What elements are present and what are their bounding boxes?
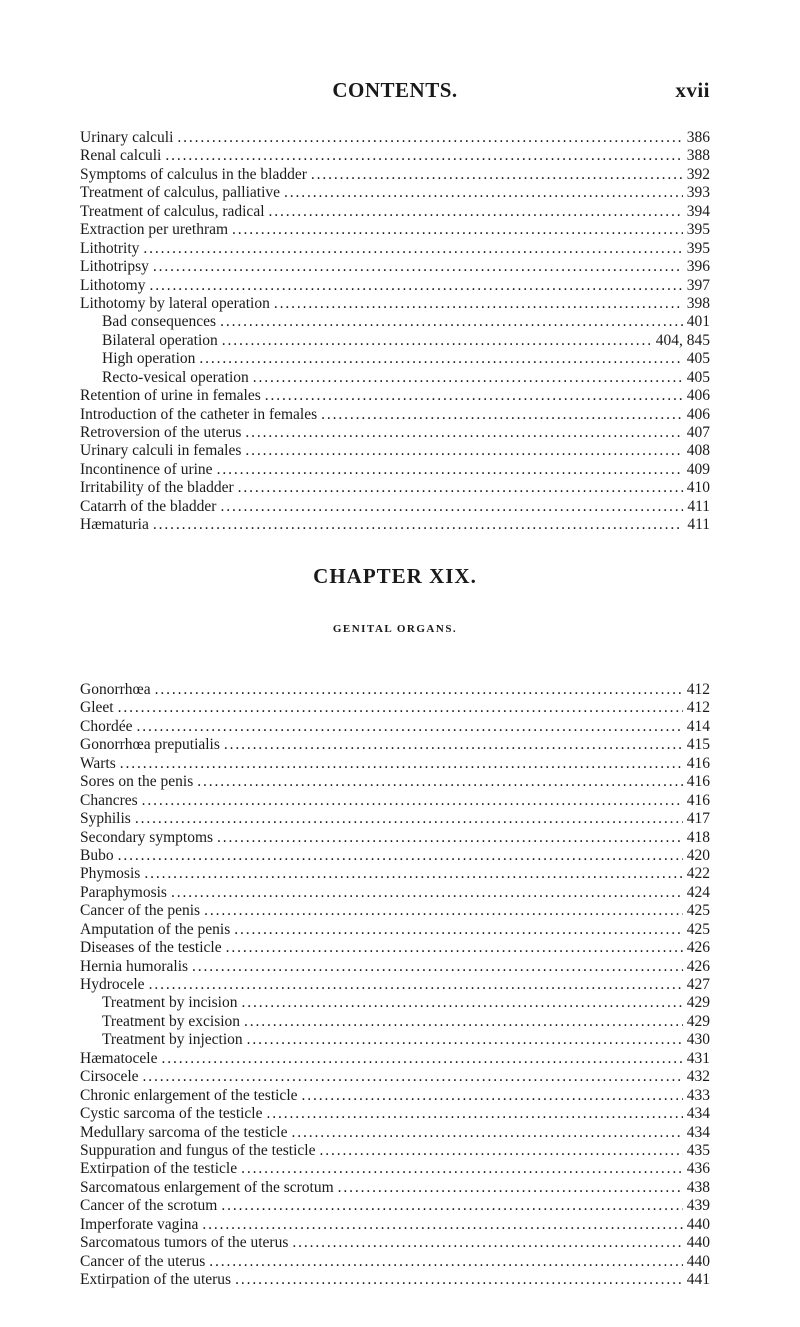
dot-leader [269,203,683,221]
toc-entry [80,1216,710,1234]
toc-entry [80,1234,710,1252]
dot-leader [118,699,683,717]
toc-entry [80,332,710,350]
toc-entry [80,994,710,1012]
dot-leader [274,295,683,313]
toc-entry-page: 424 [686,883,710,901]
dot-leader [265,387,683,405]
toc-entry [80,1031,710,1049]
dot-leader [199,350,682,368]
dot-leader [192,958,683,976]
toc-entry-page: 406 [686,387,710,405]
dot-leader [135,810,683,828]
dot-leader [245,424,682,442]
toc-entry-page: 434 [686,1123,710,1141]
dot-leader [149,277,682,295]
toc-entry [80,442,710,460]
toc-entry-page: 435 [686,1141,710,1159]
toc-entry-page: 417 [686,810,710,828]
toc-entry-page: 425 [686,902,710,920]
toc-entry-page: 401 [686,313,710,331]
toc-entry-page: 392 [686,165,710,183]
toc-entry-page: 433 [686,1086,710,1104]
toc-entry-page: 426 [686,939,710,957]
toc-entry-title: Treatment by injection [102,1031,243,1049]
dot-leader [253,369,683,387]
toc-entry [80,258,710,276]
toc-entry-title: Amputation of the penis [80,920,231,938]
toc-entry-title: Sarcomatous enlargement of the scrotum [80,1178,334,1196]
toc-entry [80,129,710,147]
toc-list-urinary [80,129,710,535]
toc-entry-page: 441 [686,1271,710,1288]
toc-entry-page: 394 [686,202,710,220]
toc-entry-page: 432 [686,1068,710,1086]
toc-entry-title: Treatment by incision [102,994,238,1012]
toc-entry [80,829,710,847]
toc-entry [80,1160,710,1178]
toc-entry [80,1068,710,1086]
toc-entry [80,295,710,313]
dot-leader [222,332,652,350]
toc-entry [80,1197,710,1215]
toc-entry-title: Symptoms of calculus in the bladder [80,165,307,183]
toc-entry [80,884,710,902]
toc-entry-title: Imperforate vagina [80,1215,199,1233]
toc-entry [80,681,710,699]
toc-entry-page: 406 [686,405,710,423]
dot-leader [204,902,683,920]
toc-entry-page: 395 [686,221,710,239]
dot-leader [137,718,683,736]
dot-leader [217,461,683,479]
toc-entry-title: Warts [80,754,116,772]
toc-entry-title: High operation [102,350,196,368]
toc-entry-page: 405 [686,368,710,386]
toc-entry-title: Recto-vesical operation [102,368,249,386]
dot-leader [241,994,682,1012]
toc-entry-title: Extraction per urethram [80,221,229,239]
toc-entry [80,461,710,479]
toc-entry [80,1050,710,1068]
toc-entry-title: Bilateral operation [102,331,218,349]
toc-entry [80,221,710,239]
dot-leader [292,1234,682,1252]
toc-entry-title: Bad consequences [102,313,217,331]
toc-entry-title: Extirpation of the testicle [80,1160,238,1178]
dot-leader [143,240,682,258]
toc-entry-page: 436 [686,1160,710,1178]
dot-leader [144,865,682,883]
toc-entry-page: 439 [686,1197,710,1215]
dot-leader [221,1197,682,1215]
toc-entry-title: Bubo [80,846,114,864]
toc-entry-title: Incontinence of urine [80,460,213,478]
toc-entry-title: Hydrocele [80,976,145,993]
toc-entry [80,976,710,994]
toc-entry-page: 414 [686,717,710,735]
toc-entry-title: Urinary calculi [80,129,174,146]
dot-leader [155,681,683,699]
dot-leader [171,884,683,902]
toc-entry [80,1179,710,1197]
toc-entry-page: 426 [686,957,710,975]
dot-leader [224,736,683,754]
dot-leader [143,1068,683,1086]
toc-entry-title: Irritability of the bladder [80,479,234,497]
dot-leader [291,1124,682,1142]
dot-leader [238,479,683,497]
toc-entry-page: 405 [686,350,710,368]
toc-entry-page: 416 [686,754,710,772]
toc-entry-page: 398 [686,294,710,312]
toc-entry-page: 407 [686,424,710,441]
toc-entry-title: Gonorrhœa preputialis [80,736,220,754]
dot-leader [321,406,683,424]
toc-entry-title: Lithotripsy [80,258,149,276]
toc-entry-title: Cirsocele [80,1068,139,1086]
page-folio: xvii [675,78,710,102]
toc-entry-title: Sarcomatous tumors of the uterus [80,1234,289,1252]
toc-entry [80,479,710,497]
section-heading: GENITAL ORGANS. [332,623,458,635]
dot-leader [234,921,683,939]
dot-leader [311,166,683,184]
toc-entry [80,184,710,202]
dot-leader [177,129,682,147]
toc-entry-page: 396 [686,258,710,276]
toc-entry [80,498,710,516]
toc-entry-page: 412 [686,699,710,717]
dot-leader [209,1253,683,1271]
dot-leader [244,1013,683,1031]
dot-leader [241,1160,683,1178]
toc-entry-title: Hernia humoralis [80,957,189,975]
toc-entry [80,1124,710,1142]
dot-leader [247,1031,683,1049]
dot-leader [267,1105,683,1123]
toc-entry-page: 430 [686,1031,710,1049]
toc-entry-title: Diseases of the testicle [80,939,222,957]
toc-entry-title: Retroversion of the uterus [80,424,242,441]
toc-entry-page: 425 [686,920,710,938]
dot-leader [220,498,683,516]
toc-entry-page: 415 [686,736,710,754]
toc-entry-title: Chronic enlargement of the testicle [80,1086,298,1104]
toc-entry-page: 434 [686,1105,710,1123]
toc-entry [80,958,710,976]
toc-entry [80,516,710,534]
dot-leader [153,258,683,276]
toc-entry-page: 388 [686,147,710,165]
toc-entry [80,736,710,754]
toc-entry-title: Chancres [80,791,138,809]
dot-leader [220,313,683,331]
toc-entry [80,1253,710,1271]
toc-entry [80,699,710,717]
dot-leader [153,516,683,534]
toc-entry-title: Cancer of the scrotum [80,1197,218,1215]
toc-entry-title: Sores on the penis [80,773,194,791]
toc-entry-title: Renal calculi [80,147,162,165]
toc-entry [80,240,710,258]
toc-entry [80,939,710,957]
toc-entry-page: 429 [686,1012,710,1030]
chapter-heading: CHAPTER XIX. [313,564,477,588]
toc-entry-title: Cystic sarcoma of the testicle [80,1105,263,1123]
toc-entry [80,755,710,773]
dot-leader [232,221,683,239]
dot-leader [235,1271,683,1289]
toc-entry-title: Medullary sarcoma of the testicle [80,1123,288,1141]
toc-entry [80,810,710,828]
toc-list-genital [80,681,710,1289]
dot-leader [149,976,683,994]
dot-leader [118,847,683,865]
toc-entry-page: 409 [686,460,710,478]
toc-entry [80,792,710,810]
toc-entry-title: Gleet [80,699,114,717]
toc-entry [80,277,710,295]
toc-entry [80,166,710,184]
toc-entry [80,847,710,865]
toc-entry-page: 427 [686,976,710,993]
toc-entry-title: Treatment of calculus, palliative [80,184,281,202]
toc-entry-page: 412 [686,681,710,698]
toc-entry-page: 429 [686,994,710,1012]
toc-entry-page: 411 [687,516,710,534]
toc-entry-title: Paraphymosis [80,883,167,901]
toc-entry [80,1013,710,1031]
toc-entry [80,1271,710,1289]
toc-entry-page: 431 [686,1049,710,1067]
toc-entry-page: 416 [686,773,710,791]
toc-entry-title: Hæmatocele [80,1049,158,1067]
toc-entry-page: 440 [686,1234,710,1252]
toc-entry [80,203,710,221]
toc-entry-title: Lithotomy [80,276,146,294]
dot-leader [284,184,683,202]
toc-entry [80,369,710,387]
toc-entry-page: 395 [686,239,710,257]
toc-entry-title: Treatment by excision [102,1012,241,1030]
dot-leader [302,1087,683,1105]
toc-entry [80,1087,710,1105]
dot-leader [161,1050,682,1068]
toc-entry-page: 411 [687,497,710,515]
toc-entry-title: Suppuration and fungus of the testicle [80,1141,316,1159]
toc-entry-page: 420 [686,846,710,864]
toc-entry-page: 440 [686,1252,710,1270]
toc-entry-page: 386 [686,129,710,146]
toc-entry [80,424,710,442]
toc-entry-title: Chordée [80,717,133,735]
toc-entry-page: 408 [686,442,710,460]
toc-entry-page: 393 [686,184,710,202]
toc-entry-title: Cancer of the uterus [80,1252,206,1270]
toc-entry-title: Urinary calculi in females [80,442,242,460]
toc-entry-title: Syphilis [80,810,131,828]
toc-entry-page: 404, 845 [655,331,710,349]
running-head-title: CONTENTS. [332,78,458,102]
dot-leader [120,755,683,773]
toc-entry-page: 418 [686,828,710,846]
toc-entry-title: Cancer of the penis [80,902,201,920]
toc-entry-page: 416 [686,791,710,809]
toc-entry-page: 440 [686,1215,710,1233]
toc-entry-title: Secondary symptoms [80,828,214,846]
dot-leader [165,147,682,165]
dot-leader [142,792,683,810]
toc-entry-title: Introduction of the catheter in females [80,405,318,423]
toc-entry-page: 397 [686,276,710,294]
toc-entry [80,1105,710,1123]
toc-entry [80,406,710,424]
toc-entry [80,718,710,736]
toc-entry [80,902,710,920]
toc-entry-title: Retention of urine in females [80,387,261,405]
dot-leader [226,939,683,957]
toc-entry [80,387,710,405]
toc-entry [80,865,710,883]
toc-entry-title: Treatment of calculus, radical [80,202,265,220]
toc-entry [80,921,710,939]
toc-entry [80,1142,710,1160]
toc-entry-title: Phymosis [80,865,141,883]
toc-entry-page: 410 [686,479,710,497]
dot-leader [338,1179,683,1197]
toc-entry-page: 422 [686,865,710,883]
toc-entry-page: 438 [686,1178,710,1196]
toc-entry [80,773,710,791]
toc-entry [80,350,710,368]
toc-entry-title: Hæmaturia [80,516,149,534]
dot-leader [319,1142,682,1160]
toc-entry-title: Lithotomy by lateral operation [80,294,270,312]
dot-leader [202,1216,682,1234]
toc-entry [80,313,710,331]
dot-leader [217,829,683,847]
toc-entry-title: Extirpation of the uterus [80,1271,232,1288]
dot-leader [245,442,682,460]
toc-entry-title: Lithotrity [80,239,140,257]
toc-entry [80,147,710,165]
toc-entry-title: Catarrh of the bladder [80,497,217,515]
dot-leader [197,773,683,791]
running-head [80,78,710,104]
toc-entry-title: Gonorrhœa [80,681,151,698]
